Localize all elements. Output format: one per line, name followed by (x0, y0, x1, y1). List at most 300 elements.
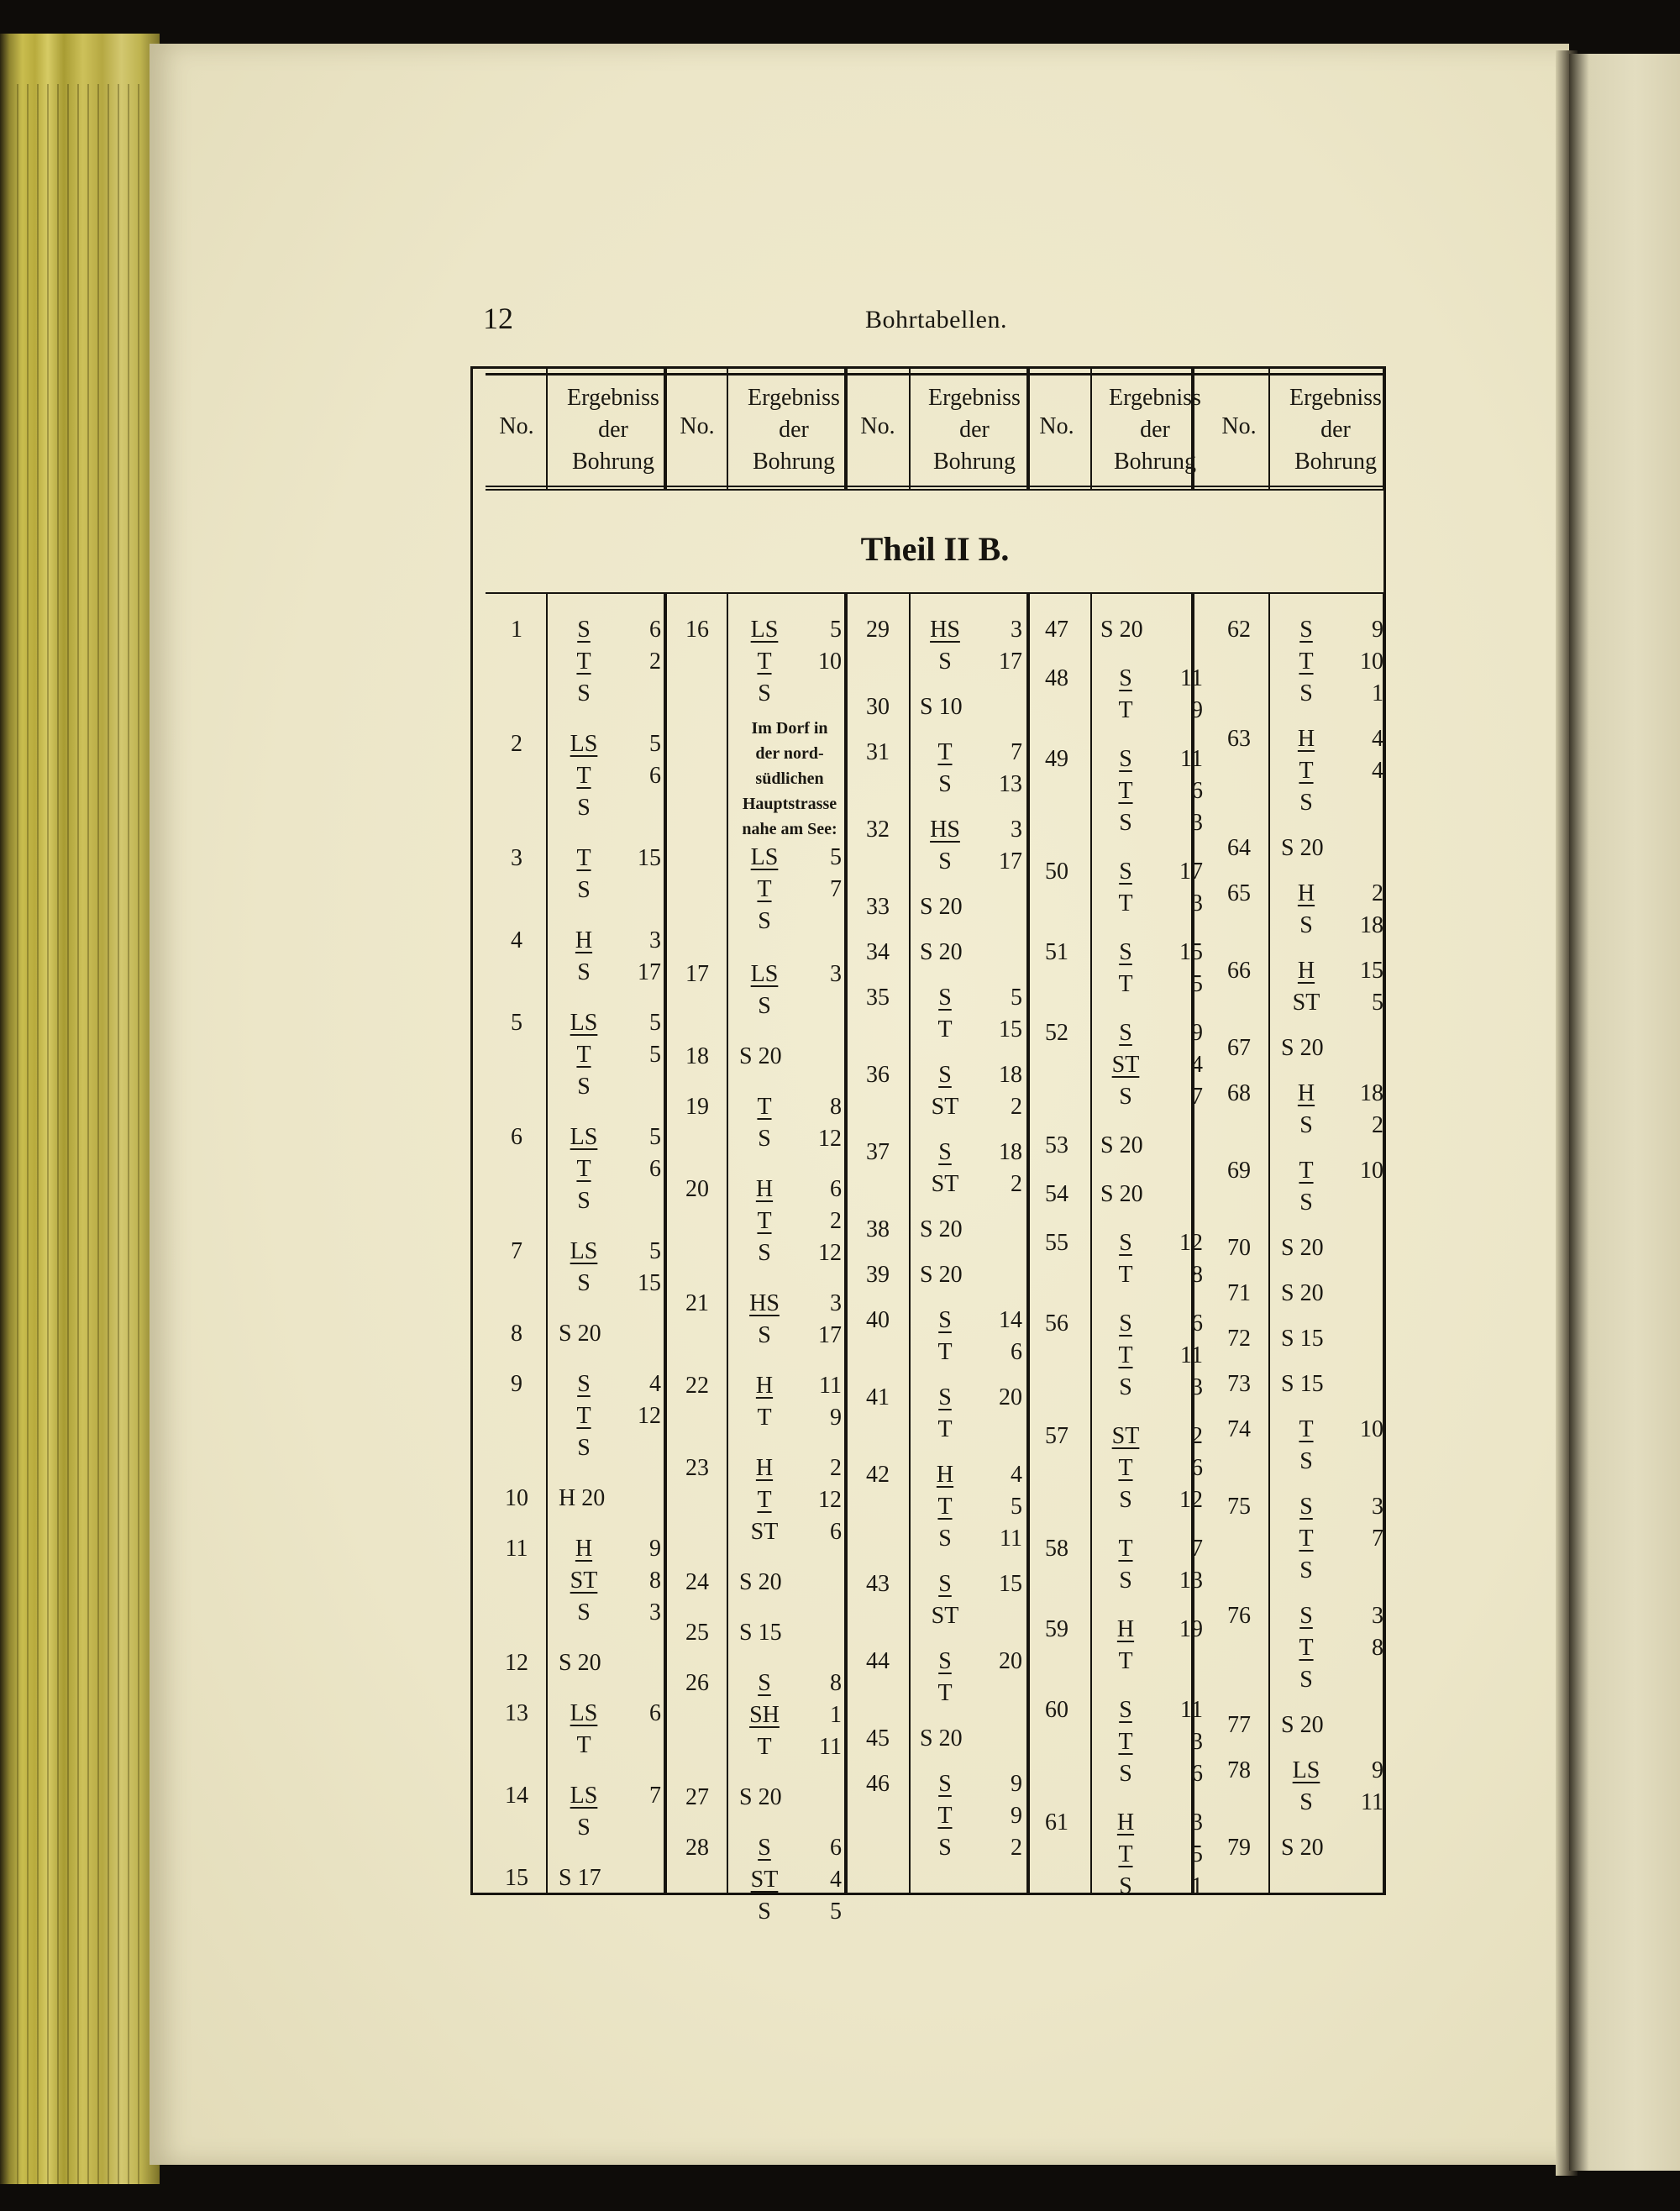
layer-symbol: LS (750, 844, 779, 870)
layer-symbol: T (757, 1405, 772, 1431)
layer-symbol: S (1119, 1374, 1132, 1400)
result-line (920, 646, 1029, 678)
boring-result (1281, 1414, 1390, 1478)
result-line (739, 1041, 848, 1073)
layer-thickness: 3 (649, 927, 661, 953)
result-line (1100, 1372, 1210, 1404)
boring-result (920, 1382, 1029, 1446)
layer-thickness: 5 (830, 1899, 842, 1925)
layer-symbol: T (937, 1803, 953, 1829)
layer-symbol: LS (570, 1783, 598, 1809)
header-result: der (1140, 417, 1170, 443)
row-number: 24 (685, 1569, 709, 1595)
boring-result (1281, 1078, 1390, 1142)
boring-result (559, 1698, 668, 1762)
header-result: Bohrung (1294, 449, 1377, 475)
result-line (1100, 1081, 1210, 1113)
location-note (731, 716, 848, 842)
layer-symbol: S 20 (1281, 835, 1324, 861)
result-line (1281, 878, 1390, 910)
result-line (920, 1414, 1029, 1446)
result-line (559, 1730, 668, 1762)
layer-thickness: 18 (1360, 912, 1383, 938)
boring-result (739, 1832, 848, 1928)
layer-symbol: S 20 (920, 1262, 963, 1288)
layer-symbol: T (937, 1416, 953, 1442)
boring-result (1281, 1323, 1390, 1355)
boring-result (559, 1007, 668, 1103)
layer-symbol: T (1118, 697, 1133, 723)
row-number: 54 (1045, 1181, 1068, 1207)
layer-symbol: T (1118, 890, 1133, 916)
boring-result (1100, 743, 1210, 839)
layer-thickness: 17 (999, 649, 1022, 675)
boring-result (920, 1646, 1029, 1709)
result-line (1100, 1807, 1210, 1839)
result-line (1281, 755, 1390, 787)
layer-thickness: 8 (1372, 1635, 1383, 1661)
column-rule (546, 594, 548, 1894)
layer-thickness: 9 (1011, 1803, 1022, 1829)
row-number: 58 (1045, 1536, 1068, 1562)
result-line (1100, 1049, 1210, 1081)
layer-thickness: 2 (649, 649, 661, 675)
layer-symbol: S (1119, 1230, 1132, 1256)
layer-thickness: 6 (649, 1156, 661, 1182)
layer-symbol: H (755, 1176, 774, 1202)
boring-result (1100, 614, 1210, 646)
result-line (559, 792, 668, 824)
layer-thickness: 5 (830, 617, 842, 643)
layer-thickness: 20 (999, 1648, 1022, 1674)
layer-symbol: T (576, 1156, 591, 1182)
layer-symbol: S (1299, 680, 1313, 706)
layer-symbol: S (577, 680, 591, 706)
layer-thickness: 9 (1191, 697, 1203, 723)
layer-symbol: S (577, 1074, 591, 1100)
layer-symbol: T (576, 1042, 591, 1068)
header-no: No. (1221, 413, 1257, 439)
layer-thickness: 20 (999, 1384, 1022, 1410)
layer-symbol: S (938, 649, 952, 675)
boring-result (1100, 1694, 1210, 1790)
row-number: 51 (1045, 939, 1068, 965)
result-line (920, 891, 1029, 923)
result-line (1281, 1664, 1390, 1696)
layer-symbol: S 20 (1100, 1132, 1143, 1158)
result-line (1281, 1323, 1390, 1355)
result-line (1100, 1421, 1210, 1452)
layer-symbol: S (577, 1270, 591, 1296)
layer-symbol: S (758, 993, 771, 1019)
result-line (1100, 1452, 1210, 1484)
layer-symbol: LS (750, 961, 779, 987)
row-number: 6 (511, 1124, 522, 1150)
result-line (1100, 1533, 1210, 1565)
layer-symbol: S (577, 1371, 591, 1397)
row-number: 35 (866, 985, 890, 1011)
column-rule (909, 366, 911, 491)
row-number: 49 (1045, 746, 1068, 772)
column-rule (727, 366, 728, 491)
layer-symbol: S (1299, 617, 1313, 643)
layer-symbol: S 20 (1100, 1181, 1143, 1207)
header-no: No. (860, 413, 895, 439)
layer-symbol: S (1119, 859, 1132, 885)
layer-thickness: 12 (638, 1403, 661, 1429)
layer-symbol: S (1119, 1020, 1132, 1046)
result-line (920, 1491, 1029, 1523)
layer-symbol: S (577, 1599, 591, 1625)
result-line (1281, 1278, 1390, 1310)
result-line (739, 906, 848, 937)
row-number: 15 (505, 1865, 528, 1891)
layer-symbol: ST (931, 1603, 959, 1629)
result-line (739, 1484, 848, 1516)
result-line (559, 1318, 668, 1350)
result-line (559, 957, 668, 989)
header-result: der (959, 417, 990, 443)
row-number: 20 (685, 1176, 709, 1202)
layer-symbol: T (937, 1680, 953, 1706)
layer-symbol: S (938, 1384, 952, 1410)
boring-result (920, 1459, 1029, 1555)
layer-thickness: 11 (1180, 665, 1203, 691)
row-number: 11 (505, 1536, 528, 1562)
layer-symbol: S (938, 1139, 952, 1165)
result-line (1281, 646, 1390, 678)
boring-result (559, 728, 668, 824)
header-result: der (1320, 417, 1351, 443)
row-number: 42 (866, 1462, 890, 1488)
layer-thickness: 5 (1011, 985, 1022, 1011)
boring-result (1281, 1491, 1390, 1587)
result-line (739, 1091, 848, 1123)
layer-thickness: 2 (1011, 1094, 1022, 1120)
row-number: 13 (505, 1700, 528, 1726)
layer-thickness: 3 (1011, 617, 1022, 643)
layer-thickness: 8 (830, 1094, 842, 1120)
layer-symbol: H (936, 1462, 954, 1488)
boring-result (1100, 1533, 1210, 1597)
result-line (1100, 1340, 1210, 1372)
result-line (920, 1832, 1029, 1864)
layer-symbol: S (1299, 1789, 1313, 1815)
layer-thickness: 9 (1191, 1020, 1203, 1046)
page-edges (17, 84, 143, 2184)
boring-result (1281, 614, 1390, 710)
layer-thickness: 2 (1372, 1112, 1383, 1138)
result-line (920, 1014, 1029, 1046)
row-number: 5 (511, 1010, 522, 1036)
layer-symbol: S (938, 1307, 952, 1333)
result-line (739, 842, 848, 874)
layer-symbol: T (576, 1403, 591, 1429)
layer-thickness: 2 (1372, 880, 1383, 906)
row-number: 68 (1227, 1080, 1251, 1106)
row-number: 22 (685, 1373, 709, 1399)
boring-result (559, 1236, 668, 1300)
result-line (739, 990, 848, 1022)
result-line (559, 1533, 668, 1565)
result-line (559, 874, 668, 906)
result-line (559, 1432, 668, 1464)
layer-thickness: 3 (1191, 890, 1203, 916)
layer-thickness: 6 (830, 1176, 842, 1202)
result-line (739, 1617, 848, 1649)
layer-thickness: 3 (1191, 1374, 1203, 1400)
layer-symbol: LS (750, 617, 779, 643)
layer-symbol: ST (1292, 990, 1320, 1016)
layer-symbol: S 20 (920, 939, 963, 965)
result-line (559, 614, 668, 646)
result-line (920, 1214, 1029, 1246)
result-line (1281, 1632, 1390, 1664)
result-line (739, 1567, 848, 1599)
result-line (1100, 1839, 1210, 1871)
result-line (1281, 1232, 1390, 1264)
boring-result (559, 1121, 668, 1217)
layer-symbol: S (1119, 746, 1132, 772)
layer-thickness: 11 (819, 1734, 842, 1760)
row-number: 10 (505, 1485, 528, 1511)
row-number: 75 (1227, 1494, 1251, 1520)
header-no: No. (1039, 413, 1074, 439)
layer-symbol: S (577, 877, 591, 903)
layer-symbol: S (938, 1526, 952, 1552)
result-line (739, 678, 848, 710)
boring-result (920, 1137, 1029, 1200)
section-rule (486, 592, 1384, 594)
row-number: 41 (866, 1384, 890, 1410)
column-rule (546, 366, 548, 491)
result-line (1281, 678, 1390, 710)
layer-thickness: 11 (1180, 1342, 1203, 1368)
row-number: 71 (1227, 1280, 1251, 1306)
layer-thickness: 4 (1372, 758, 1383, 784)
result-line (739, 1864, 848, 1896)
layer-symbol: S (1299, 1603, 1313, 1629)
layer-thickness: 9 (1372, 617, 1383, 643)
layer-thickness: 15 (1179, 939, 1203, 965)
layer-symbol: T (757, 1208, 772, 1234)
layer-symbol: S (1299, 1557, 1313, 1583)
result-line (920, 982, 1029, 1014)
layer-symbol: S 17 (559, 1865, 601, 1891)
result-line (920, 1646, 1029, 1678)
layer-symbol: S (758, 1240, 771, 1266)
layer-thickness: 5 (649, 1042, 661, 1068)
row-number: 33 (866, 894, 890, 920)
layer-symbol: S (938, 1835, 952, 1861)
layer-symbol: ST (1111, 1423, 1140, 1449)
layer-symbol: S (1299, 1667, 1313, 1693)
boring-result (1100, 1807, 1210, 1903)
boring-result-continued (739, 842, 848, 937)
layer-thickness: 18 (1360, 1080, 1383, 1106)
result-line (559, 1268, 668, 1300)
header-result: Bohrung (1114, 449, 1196, 475)
result-line (920, 1523, 1029, 1555)
result-line (1281, 1832, 1390, 1864)
boring-result (920, 691, 1029, 723)
result-line (920, 1768, 1029, 1800)
row-number: 50 (1045, 859, 1068, 885)
layer-thickness: 13 (999, 771, 1022, 797)
result-line (920, 814, 1029, 846)
layer-symbol: T (576, 649, 591, 675)
result-line (1100, 1179, 1210, 1211)
layer-symbol: H (1116, 1616, 1135, 1642)
row-number: 18 (685, 1043, 709, 1069)
result-line (1100, 663, 1210, 695)
layer-symbol: H (575, 1536, 593, 1562)
boring-result (920, 814, 1029, 878)
result-line (559, 1007, 668, 1039)
layer-symbol: ST (750, 1867, 779, 1893)
layer-thickness: 6 (649, 617, 661, 643)
boring-result (1281, 1755, 1390, 1819)
layer-thickness: 6 (1191, 1310, 1203, 1337)
row-number: 44 (866, 1648, 890, 1674)
header-result: Ergebniss (748, 385, 840, 411)
result-line (1100, 1694, 1210, 1726)
boring-result (1100, 1308, 1210, 1404)
layer-symbol: S (1119, 1084, 1132, 1110)
result-line (1281, 1446, 1390, 1478)
layer-thickness: 3 (830, 1290, 842, 1316)
boring-result (920, 1059, 1029, 1123)
layer-thickness: 2 (1011, 1171, 1022, 1197)
row-number: 64 (1227, 835, 1251, 861)
boring-result (1100, 1017, 1210, 1113)
layer-thickness: 7 (830, 876, 842, 902)
boring-result (559, 1533, 668, 1629)
layer-symbol: S (1119, 810, 1132, 836)
result-line (559, 1597, 668, 1629)
header-rule (486, 486, 1384, 491)
layer-thickness: 6 (1011, 1339, 1022, 1365)
layer-symbol: T (1299, 1635, 1314, 1661)
layer-symbol: S 20 (920, 894, 963, 920)
result-line (739, 1452, 848, 1484)
layer-symbol: S 15 (739, 1620, 782, 1646)
boring-result (1281, 832, 1390, 864)
layer-symbol: S (1119, 1487, 1132, 1513)
boring-result (1281, 1032, 1390, 1064)
layer-symbol: T (1299, 1526, 1314, 1552)
result-line (1100, 1259, 1210, 1291)
layer-thickness: 17 (999, 848, 1022, 874)
layer-symbol: S 20 (920, 1725, 963, 1751)
result-line (1281, 1155, 1390, 1187)
result-line (1100, 614, 1210, 646)
result-line (1100, 888, 1210, 920)
layer-thickness: 18 (999, 1062, 1022, 1088)
row-number: 62 (1227, 617, 1251, 643)
layer-thickness: 4 (1011, 1462, 1022, 1488)
layer-symbol: S 20 (1281, 1035, 1324, 1061)
row-number: 9 (511, 1371, 522, 1397)
result-line (920, 1305, 1029, 1337)
layer-symbol: T (757, 1094, 772, 1120)
boring-result (739, 1617, 848, 1649)
result-line (920, 769, 1029, 801)
layer-symbol: S (577, 1814, 591, 1841)
result-line (920, 1137, 1029, 1169)
result-line (1100, 1484, 1210, 1516)
result-line (1100, 1871, 1210, 1903)
result-line (559, 1153, 668, 1185)
result-line (1281, 1709, 1390, 1741)
result-line (559, 1780, 668, 1812)
layer-thickness: 1 (1372, 680, 1383, 706)
layer-symbol: LS (570, 1010, 598, 1036)
layer-thickness: 11 (1000, 1526, 1022, 1552)
result-line (559, 646, 668, 678)
layer-thickness: 10 (818, 649, 842, 675)
layer-symbol: HS (930, 817, 960, 843)
result-line (1100, 1726, 1210, 1758)
boring-result (1100, 856, 1210, 920)
row-number: 28 (685, 1835, 709, 1861)
layer-thickness: 7 (649, 1783, 661, 1809)
boring-result (1100, 1130, 1210, 1162)
facing-page-edge (1569, 54, 1680, 2171)
boring-result (559, 843, 668, 906)
layer-symbol: H (575, 927, 593, 953)
layer-thickness: 3 (1372, 1603, 1383, 1629)
result-line (1281, 1600, 1390, 1632)
result-line (920, 846, 1029, 878)
result-line (559, 1121, 668, 1153)
layer-thickness: 9 (1372, 1757, 1383, 1783)
row-number: 69 (1227, 1158, 1251, 1184)
layer-thickness: 12 (1179, 1230, 1203, 1256)
row-number: 78 (1227, 1757, 1251, 1783)
layer-thickness: 8 (830, 1670, 842, 1696)
layer-symbol: LS (570, 1124, 598, 1150)
boring-result (739, 1288, 848, 1352)
layer-symbol: SH (749, 1702, 780, 1728)
result-line (1100, 1758, 1210, 1790)
layer-thickness: 5 (1011, 1494, 1022, 1520)
boring-result (920, 1768, 1029, 1864)
layer-symbol: S (577, 617, 591, 643)
running-title: Bohrtabellen. (865, 306, 1007, 333)
result-line (1281, 1491, 1390, 1523)
layer-thickness: 12 (818, 1240, 842, 1266)
row-number: 17 (685, 961, 709, 987)
layer-thickness: 6 (1191, 778, 1203, 804)
layer-symbol: H (1297, 958, 1315, 984)
row-number: 34 (866, 939, 890, 965)
boring-result (1281, 1600, 1390, 1696)
result-line (1100, 775, 1210, 807)
result-line (920, 1723, 1029, 1755)
boring-result (559, 614, 668, 710)
result-line (739, 958, 848, 990)
row-number: 74 (1227, 1416, 1251, 1442)
layer-symbol: LS (570, 1238, 598, 1264)
boring-result (739, 958, 848, 1022)
result-line (559, 678, 668, 710)
layer-symbol: S (938, 985, 952, 1011)
result-line (559, 1400, 668, 1432)
boring-result (559, 1318, 668, 1350)
row-number: 43 (866, 1571, 890, 1597)
row-number: 19 (685, 1094, 709, 1120)
